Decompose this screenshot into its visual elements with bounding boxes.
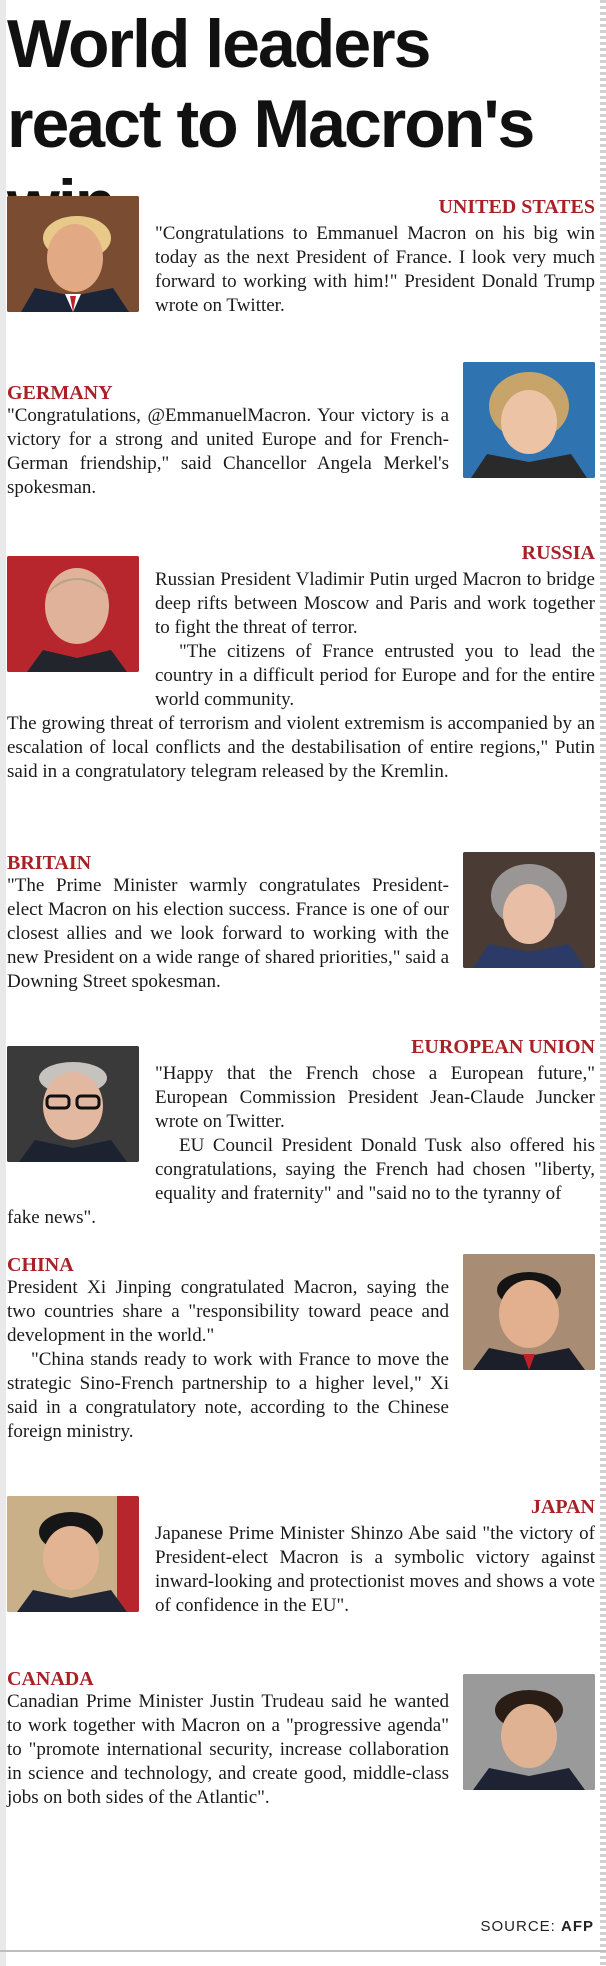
quote-start: "The citizens of France entrusted you to lead the country in a difficult period for Europe and for the entire world community. [155,641,595,710]
section-united-states [7,196,595,364]
paragraph: "China stands ready to work with France to move the strategic Sino-French partnership to a higher level," Xi said in a congratulatory note, according to the Chinese foreign ministry. [7,1349,449,1442]
portrait-icon [463,362,595,478]
paragraph: Canadian Prime Minister Justin Trudeau said he wanted to work together with Macron on a "progressive agenda" to "promote international security, increase collaboration in science and technology, and create good, middle-class jobs on both sides of the Atlantic". [7,1691,449,1808]
body-text-european-union [7,1062,595,1230]
page-edge-right [600,0,606,1966]
paragraph: "The Prime Minister warmly congratulates President-elect Macron on his election success. France is one of our closest allies and we look forward to working with the new President on a wide range of shared priorities," said a Downing Street spokesman. [7,875,449,992]
paragraph: "Congratulations, @EmmanuelMacron. Your victory is a victory for a strong and united Europe and for French-German friendship," said Chancellor Angela Merkel's spokesman. [7,405,449,498]
photo-theresa-may [463,852,595,968]
portrait-icon [463,852,595,968]
photo-shinzo-abe [7,1496,139,1612]
section-china [7,1254,595,1484]
paragraph: President Xi Jinping congratulated Macron, saying the two countries share a "responsibility toward peace and development in the world." [7,1277,449,1346]
country-label-britain: BRITAIN [7,852,92,874]
photo-angela-merkel [463,362,595,478]
body-text-canada [7,1690,449,1810]
body-text-united-states [155,222,595,318]
body-text-germany [7,404,449,500]
body-text-japan [155,1522,595,1618]
paragraph: "Congratulations to Emmanuel Macron on his big win today as the next President of France. I look very much forward to working with him!" President Donald Trump wrote on Twitter. [155,223,595,316]
country-label-canada: CANADA [7,1668,94,1690]
paragraph: EU Council President Donald Tusk also offered his congratulations, saying the French had chosen "liberty, equality and fraternity" and "said no to the tyranny of [155,1135,595,1204]
source-value: AFP [561,1918,594,1935]
section-japan [7,1496,595,1666]
headline: World leaders react to Macron's [7,6,534,162]
country-label-china: CHINA [7,1254,74,1276]
country-label-european-union: EUROPEAN UNION [411,1036,595,1058]
portrait-icon [463,1674,595,1790]
section-russia [7,542,595,842]
body-text-britain [7,874,449,994]
section-european-union [7,1036,595,1256]
source-label: SOURCE: [480,1918,556,1935]
country-label-russia: RUSSIA [521,542,595,564]
country-label-japan: JAPAN [530,1496,595,1518]
paragraph [155,640,595,712]
portrait-icon [7,1496,139,1612]
paragraph: "Happy that the French chose a European future," European Commission President Jean-Claude Juncker wrote on Twitter. [155,1063,595,1132]
photo-justin-trudeau [463,1674,595,1790]
bottom-divider [0,1950,606,1952]
section-canada [7,1668,595,1878]
body-text-china [7,1276,449,1444]
photo-donald-trump [7,196,139,312]
country-label-germany: GERMANY [7,382,113,404]
portrait-icon [463,1254,595,1370]
body-text-russia [7,568,595,784]
paragraph-continuation: fake news". [7,1207,96,1228]
paragraph: Japanese Prime Minister Shinzo Abe said "the victory of President-elect Macron is a symbolic victory against inward-looking and protectionist moves and shows a vote of confidence in the EU". [155,1523,595,1616]
portrait-icon [7,196,139,312]
page-edge-left [0,0,6,1966]
country-label-united-states: UNITED STATES [438,196,595,218]
section-germany [7,382,595,532]
paragraph: Russian President Vladimir Putin urged Macron to bridge deep rifts between Moscow and Paris and work together to fight the threat of terror. [155,569,595,638]
section-britain [7,852,595,1032]
photo-xi-jinping [463,1254,595,1370]
paragraph-continuation: The growing threat of terrorism and violent extremism is accompanied by an escalation of local conflicts and the destabilisation of entire regions," Putin said in a congratulatory telegram released by the Kremlin. [7,713,595,782]
source-credit [480,1918,594,1935]
